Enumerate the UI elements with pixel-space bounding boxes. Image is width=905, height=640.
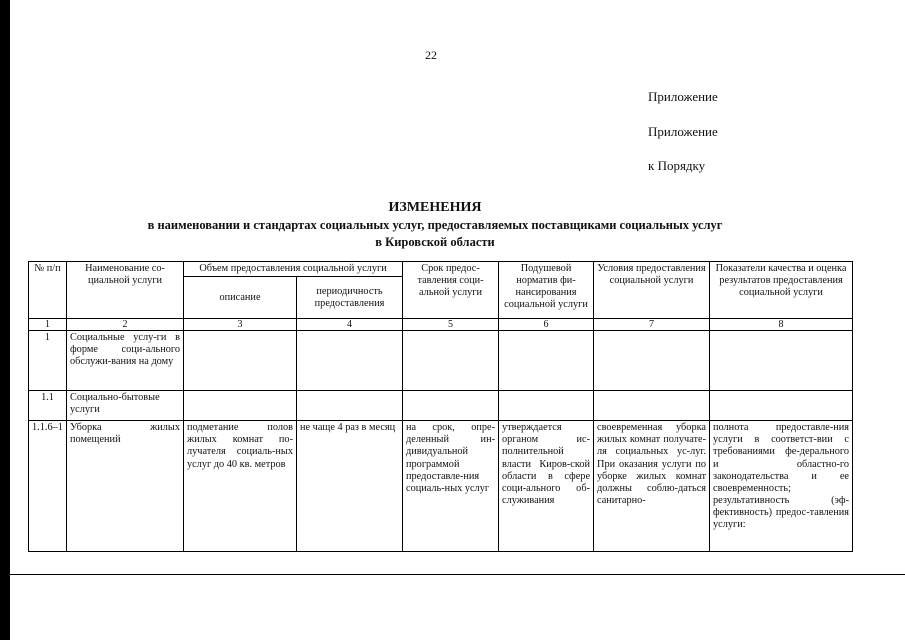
row-num: 1	[29, 331, 67, 391]
row-term: на срок, опре-деленный ин-дивидуальной программой предоставле-ния социаль-ных услуг	[403, 421, 499, 552]
appendix-to-procedure: к Порядку	[648, 158, 706, 173]
row-num: 1.1	[29, 391, 67, 421]
doc-subtitle-region: в Кировской области	[375, 235, 495, 249]
col-number: 2	[67, 319, 184, 331]
row-conditions: своевременная уборка жилых комнат получате-ля социальных ус-луг. При оказания услуги по уборке жилых комнат должны соблю-даться санитарно-	[594, 421, 710, 552]
row-name: Социально-бытовые услуги	[67, 391, 184, 421]
page-number: 22	[425, 48, 437, 62]
header-row	[29, 262, 853, 277]
header-norm: Подушевой норматив фи-нансирования социальной услуги	[499, 262, 594, 319]
doc-subtitle: в наименовании и стандартах социальных услуг, предоставляемых поставщиками социальных услуг	[147, 218, 723, 232]
col-number: 1	[29, 319, 67, 331]
header-quality: Показатели качества и оценка результатов предоставления социальной услуги	[710, 262, 853, 319]
header-term: Срок предос-тавления соци-альной услуги	[403, 262, 499, 319]
header-num: № п/п	[29, 262, 67, 319]
services-table	[28, 261, 853, 552]
column-number-row	[29, 319, 853, 331]
col-number: 3	[184, 319, 297, 331]
row-name: Социальные услу-ги в форме соци-ального обслужи-вания на дому	[67, 331, 184, 391]
table-row	[29, 331, 853, 391]
header-conditions: Условия предоставления социальной услуги	[594, 262, 710, 319]
header-volume: Объем предоставления социальной услуги	[184, 262, 403, 277]
row-name: Уборка жилых помещений	[67, 421, 184, 552]
appendix-label-repeat: Приложение	[648, 124, 718, 139]
doc-title: ИЗМЕНЕНИЯ	[388, 200, 482, 215]
row-period: не чаще 4 раз в месяц	[297, 421, 403, 552]
row-norm: утверждается органом ис-полнительной власти Киров-ской области в сфере соци-ального об-служивания	[499, 421, 594, 552]
col-number: 5	[403, 319, 499, 331]
table-row	[29, 391, 853, 421]
row-quality: полнота предоставле-ния услуги в соответст-вии с требованиями фе-дерального и областно-го законодательства и ее своевременность; результативность (эф-фективность) предос-тавления услуги:	[710, 421, 853, 552]
header-volume-period: периодичность предоставления	[297, 277, 403, 319]
header-name: Наименование со-циальной услуги	[67, 262, 184, 319]
appendix-label: Приложение	[648, 89, 718, 104]
page-bottom-rule	[10, 574, 905, 575]
col-number: 7	[594, 319, 710, 331]
col-number: 8	[710, 319, 853, 331]
table-row	[29, 421, 853, 552]
col-number: 6	[499, 319, 594, 331]
row-desc: подметание полов жилых комнат по-лучателя социаль-ных услуг до 40 кв. метров	[184, 421, 297, 552]
col-number: 4	[297, 319, 403, 331]
row-num: 1.1.6–1	[29, 421, 67, 552]
header-volume-desc: описание	[184, 277, 297, 319]
scan-edge-bar	[0, 0, 10, 640]
